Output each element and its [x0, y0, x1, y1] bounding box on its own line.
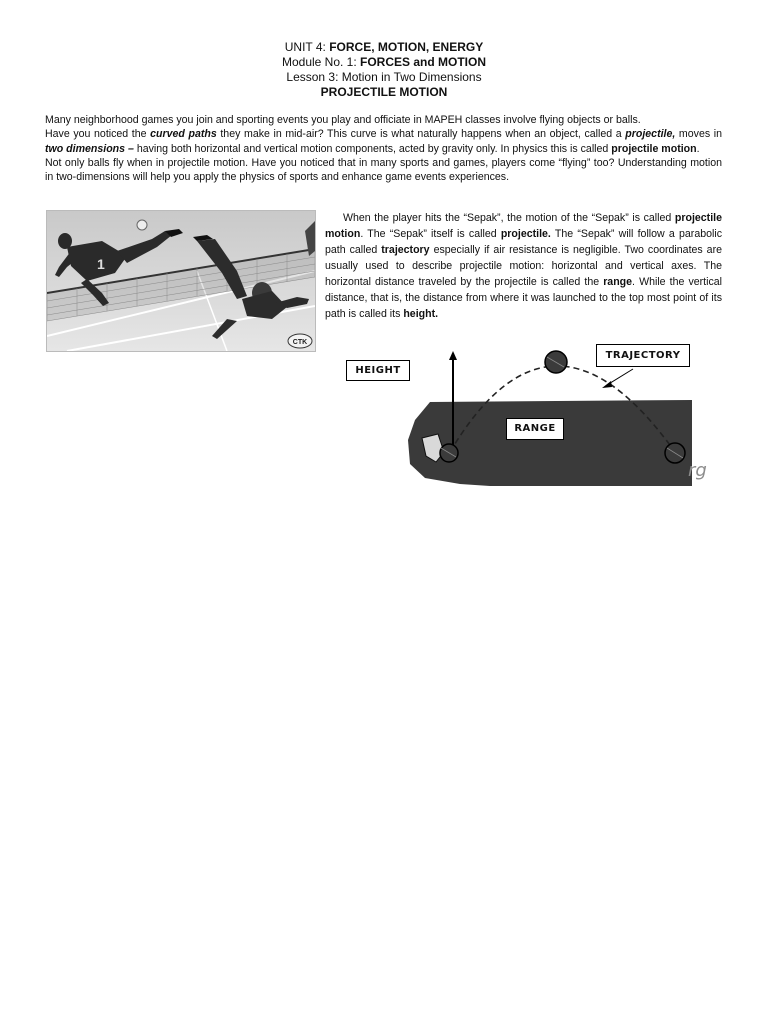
ctk-logo [288, 334, 312, 348]
sepak-takraw-photo [46, 210, 316, 352]
lesson-header [0, 40, 768, 100]
ground-area [408, 400, 692, 486]
projectile-explanation: When the player hits the “Sepak”, the motion of the “Sepak” is called projectile motion. The “Sepak” itself is called projectile. The “Sepak” will follow a parabolic path called trajectory especially if air resistance is negligible. Two coordinates are usually used to describe projectile motion: horizontal and vertical axes. The horizontal distance traveled by the projectile is called the range. While the vertical distance, that is, the distance from where it was launched to the top most point of its path is called its height. [325, 212, 723, 320]
unit-line: UNIT 4: FORCE, MOTION, ENERGY [284, 40, 484, 54]
module-line: Module No. 1: FORCES and MOTION [281, 55, 487, 69]
jersey-number: 1 [97, 256, 105, 272]
sepak-ball [137, 220, 147, 230]
trajectory-pointer-head [602, 381, 612, 388]
trajectory-label: TRAJECTORY [596, 344, 690, 367]
projectile-diagram [340, 340, 720, 490]
height-arrow-head [449, 351, 457, 360]
diagram-watermark: rg [688, 460, 707, 481]
range-label: RANGE [506, 418, 564, 440]
lesson-line: Lesson 3: Motion in Two Dimensions [286, 70, 482, 84]
topic-title: PROJECTILE MOTION [320, 85, 448, 99]
sepak-takraw-scene [47, 211, 315, 351]
height-label: HEIGHT [346, 360, 410, 381]
svg-text:CTK: CTK [292, 339, 308, 346]
intro-text [45, 113, 722, 184]
intro-paragraph-2: Have you noticed the curved paths they make in mid-air? This curve is what naturally happens when an object, called a projectile, moves in two dimensions – having both horizontal and vertical motion components, acted by gravity only. In physics this is called projectile motion. [45, 128, 722, 155]
intro-paragraph-3: Not only balls fly when in projectile motion. Have you noticed that in many sports and games, players come “flying” too? Understanding motion in two-dimensions will help you apply the physics of sports and enhance game events experiences. [45, 156, 722, 184]
intro-paragraph-1: Many neighborhood games you join and sporting events you play and officiate in MAPEH classes involve flying objects or balls. [45, 114, 641, 126]
